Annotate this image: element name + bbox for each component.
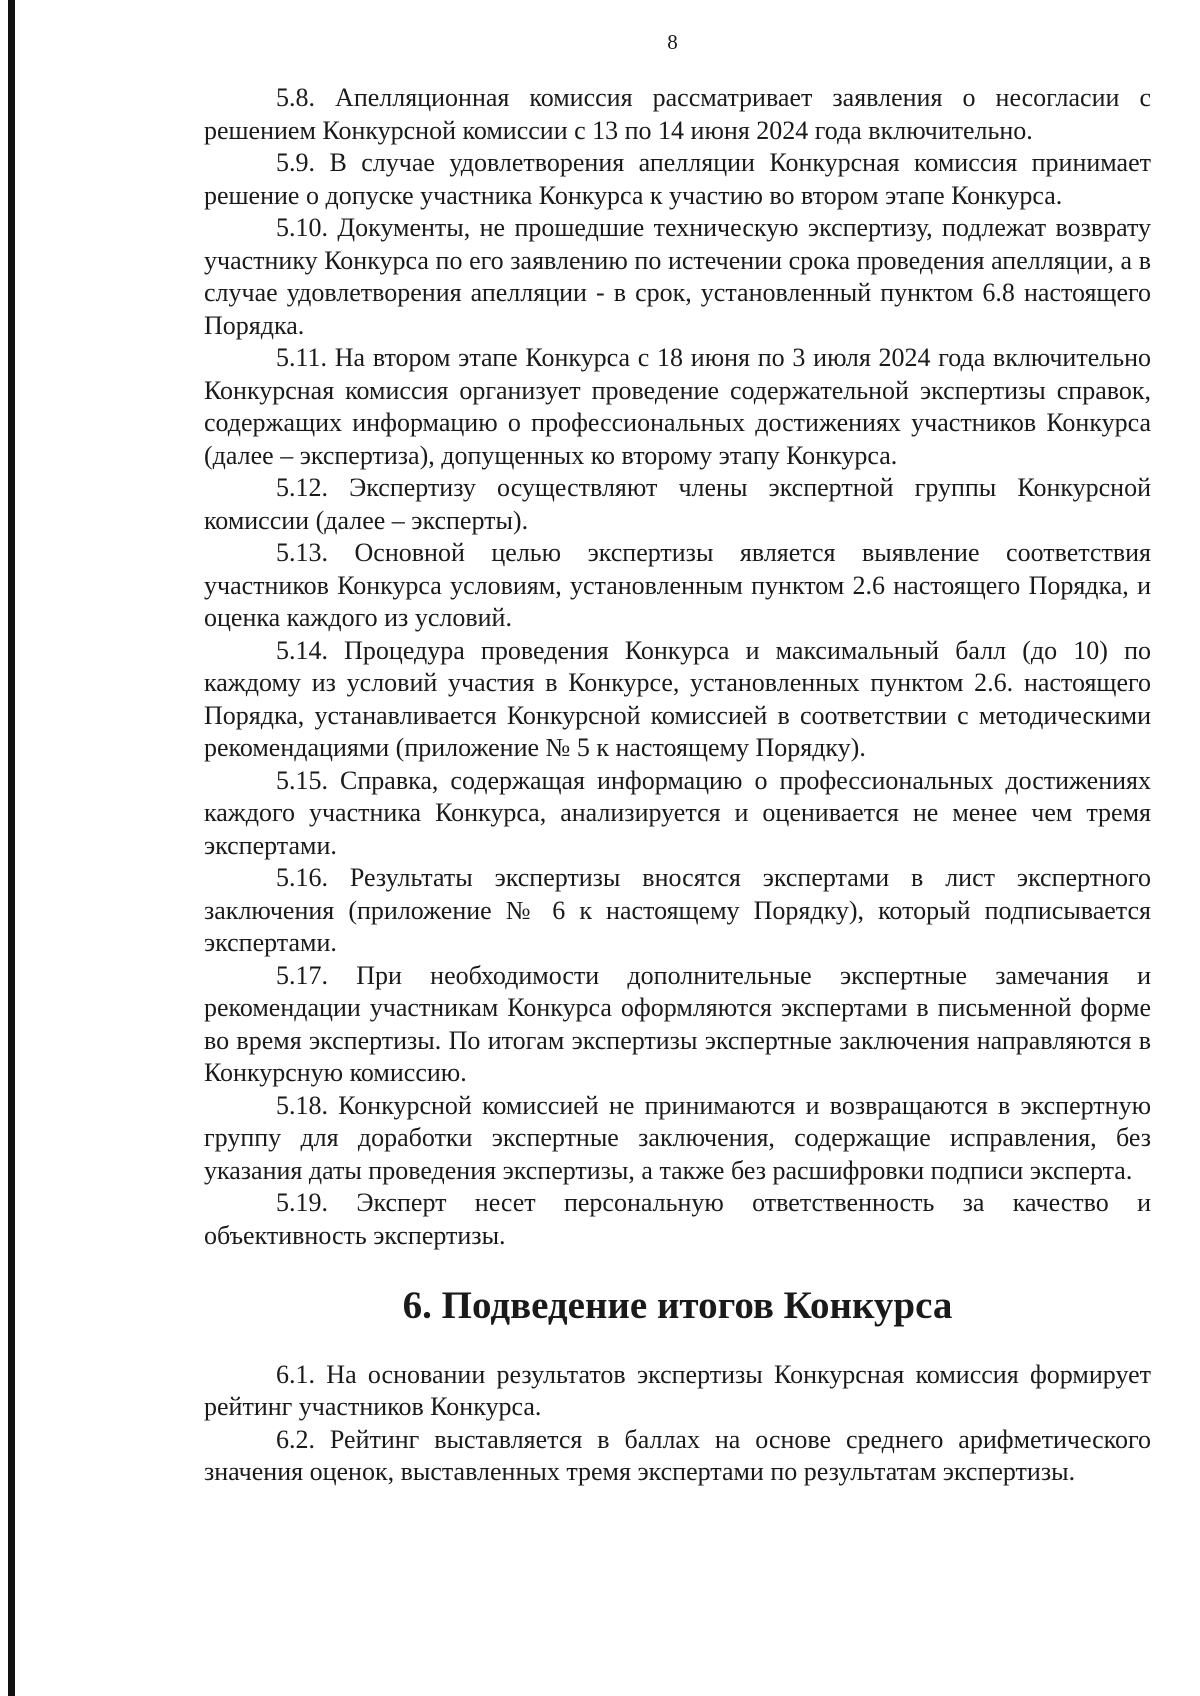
- scan-border: [8, 0, 15, 1696]
- paragraph-5-11: 5.11. На втором этапе Конкурса с 18 июня по 3 июля 2024 года включительно Конкурсная комиссия организует проведение содержательной экспертизы справок, содержащих информацию о профессиональных достижениях участников Конкурса (далее – экспертиза), допущенных ко второму этапу Конкурса.: [204, 343, 1151, 470]
- paragraph-5-17: 5.17. При необходимости дополнительные экспертные замечания и рекомендации участникам Конкурса оформляются экспертами в письменной форме во время экспертизы. По итогам экспертизы экспертные заключения направляются в Конкурсную комиссию.: [204, 960, 1151, 1087]
- section-heading: 6. Подведение итогов Конкурса: [402, 1284, 953, 1327]
- paragraph-5-8: 5.8. Апелляционная комиссия рассматривает заявления о несогласии с решением Конкурсной комиссии с 13 по 14 июня 2024 года включительно.: [204, 83, 1151, 145]
- page-number: 8: [667, 30, 678, 54]
- document-body: [204, 82, 1151, 1489]
- paragraph-5-19: 5.19. Эксперт несет персональную ответственность за качество и объективность экспертизы.: [204, 1188, 1151, 1250]
- paragraph-5-16: 5.16. Результаты экспертизы вносятся экспертами в лист экспертного заключения (приложение № 6 к настоящему Порядку), который подписывается экспертами.: [204, 863, 1151, 957]
- paragraph-5-15: 5.15. Справка, содержащая информацию о профессиональных достижениях каждого участника Конкурса, анализируется и оценивается не менее чем тремя экспертами.: [204, 765, 1151, 860]
- paragraph-5-18: 5.18. Конкурсной комиссией не принимаются и возвращаются в экспертную группу для доработки экспертные заключения, содержащие исправления, без указания даты проведения экспертизы, а также без расшифровки подписи эксперта.: [204, 1090, 1151, 1185]
- paragraph-5-14: 5.14. Процедура проведения Конкурса и максимальный балл (до 10) по каждому из условий участия в Конкурсе, установленных пунктом 2.6. настоящего Порядка, устанавливается Конкурсной комиссией в соответствии с методическими рекомендациями (приложение № 5 к настоящему Порядку).: [204, 635, 1151, 762]
- paragraph-6-1: 6.1. На основании результатов экспертизы Конкурсная комиссия формирует рейтинг участников Конкурса.: [204, 1359, 1151, 1421]
- paragraph-5-10: 5.10. Документы, не прошедшие техническую экспертизу, подлежат возврату участнику Конкурса по его заявлению по истечении срока проведения апелляции, а в случае удовлетворения апелляции - в срок, установленный пунктом 6.8 настоящего Порядка.: [204, 213, 1151, 340]
- paragraph-5-13: 5.13. Основной целью экспертизы является выявление соответствия участников Конкурса условиям, установленным пунктом 2.6 настоящего Порядка, и оценка каждого из условий.: [204, 538, 1151, 632]
- paragraph-5-9: 5.9. В случае удовлетворения апелляции Конкурсная комиссия принимает решение о допуске участника Конкурса к участию во втором этапе Конкурса.: [204, 148, 1151, 210]
- paragraph-5-12: 5.12. Экспертизу осуществляют члены экспертной группы Конкурсной комиссии (далее – эксперты).: [204, 473, 1151, 535]
- paragraph-6-2: 6.2. Рейтинг выставляется в баллах на основе среднего арифметического значения оценок, выставленных тремя экспертами по результатам экспертизы.: [204, 1424, 1151, 1486]
